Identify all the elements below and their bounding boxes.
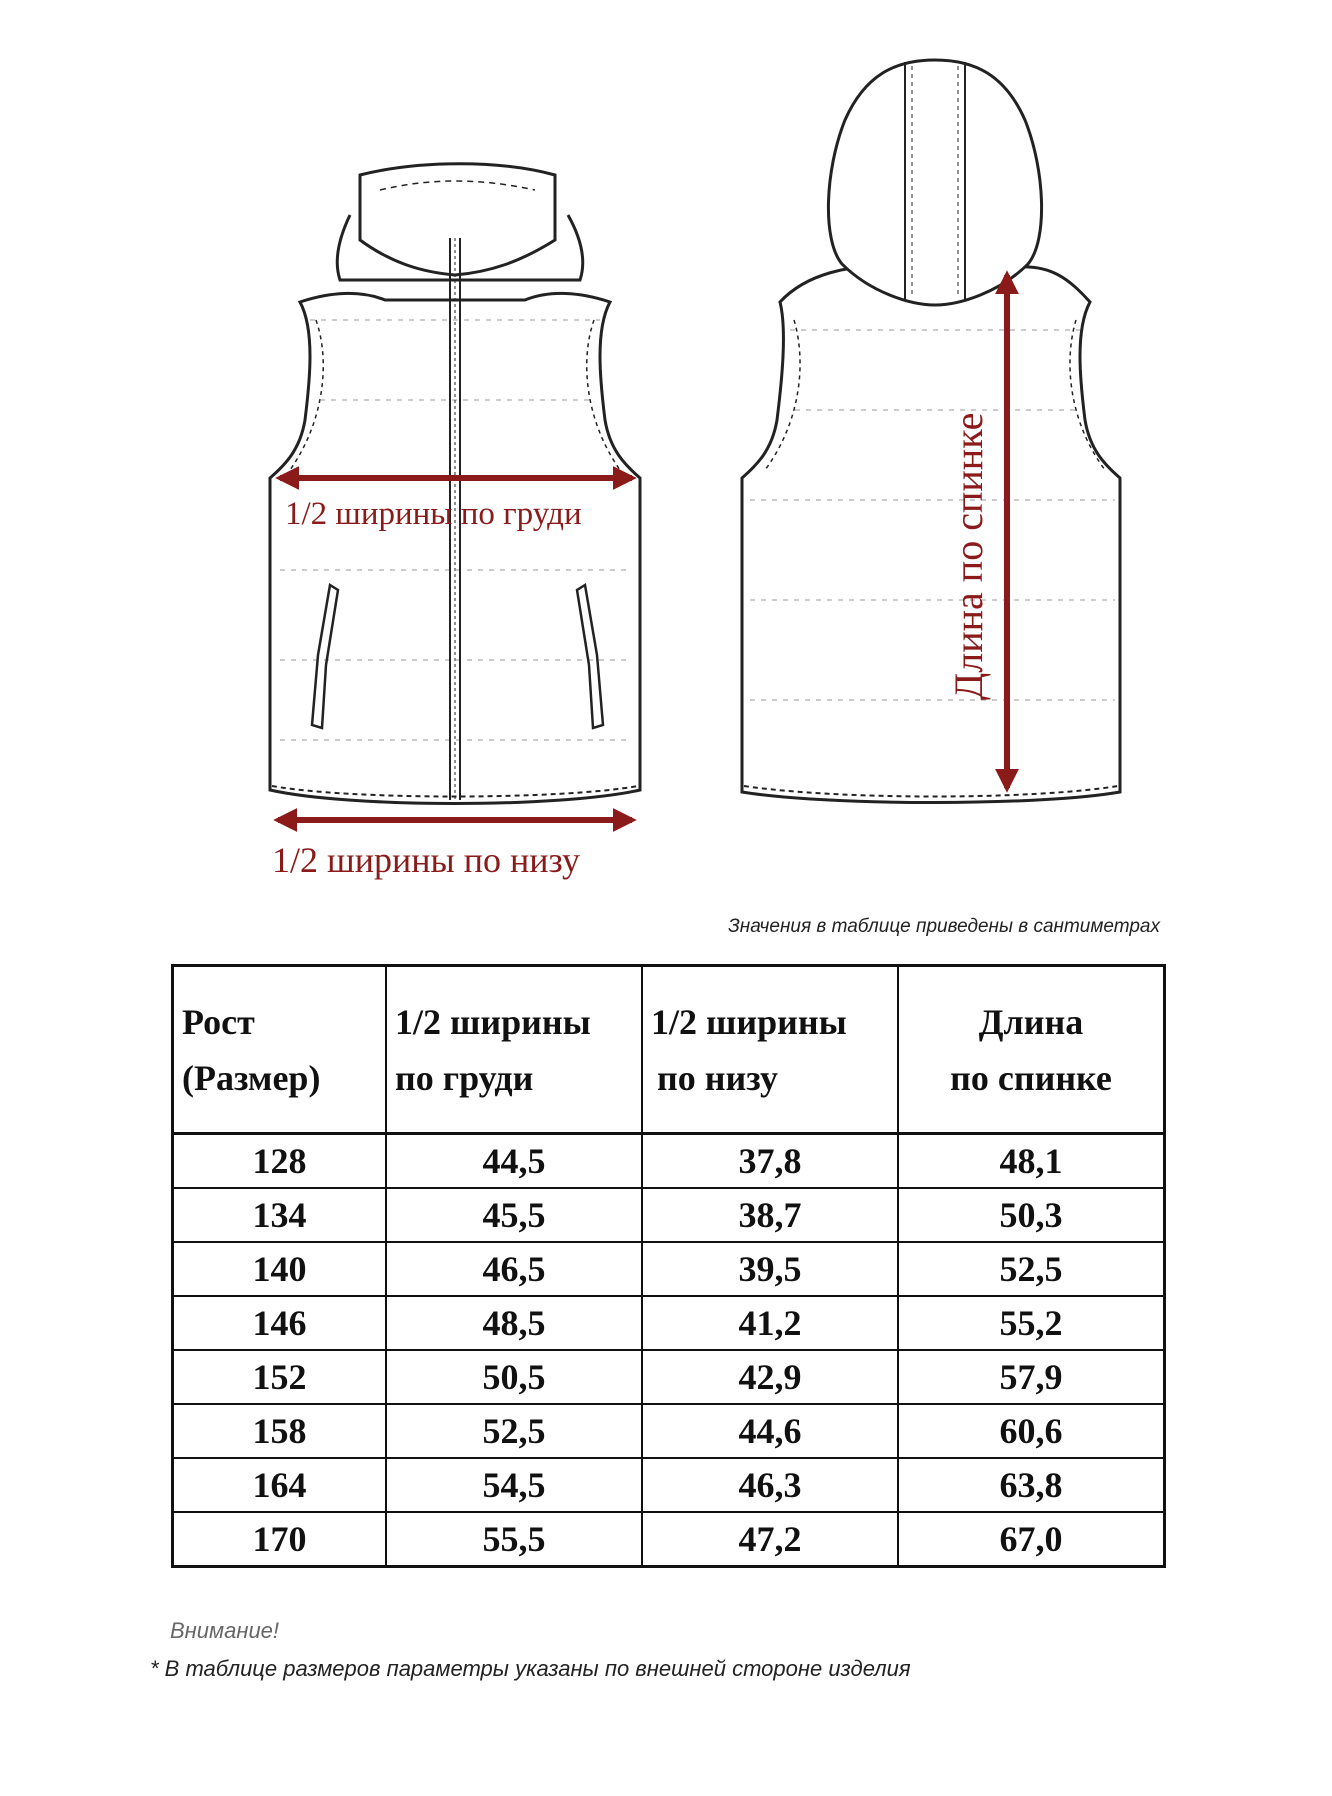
cell-chest: 44,5 — [386, 1134, 642, 1189]
table-row — [173, 1134, 1165, 1189]
cell-chest: 55,5 — [386, 1512, 642, 1567]
units-note: Значения в таблице приведены в сантиметрах — [728, 916, 1160, 937]
cell-size: 146 — [173, 1296, 387, 1350]
cell-bottom: 42,9 — [642, 1350, 898, 1404]
table-row — [173, 1512, 1165, 1567]
cell-chest: 50,5 — [386, 1350, 642, 1404]
cell-size: 158 — [173, 1404, 387, 1458]
cell-bottom: 46,3 — [642, 1458, 898, 1512]
cell-size: 164 — [173, 1458, 387, 1512]
cell-bottom: 39,5 — [642, 1242, 898, 1296]
cell-size: 170 — [173, 1512, 387, 1567]
cell-bottom: 37,8 — [642, 1134, 898, 1189]
cell-bottom: 44,6 — [642, 1404, 898, 1458]
chest-width-label: 1/2 ширины по груди — [285, 496, 582, 532]
cell-length: 67,0 — [898, 1512, 1165, 1567]
cell-chest: 46,5 — [386, 1242, 642, 1296]
warning-text: * В таблице размеров параметры указаны по внешней стороне изделия — [150, 1656, 911, 1681]
cell-length: 52,5 — [898, 1242, 1165, 1296]
table-row — [173, 1350, 1165, 1404]
cell-bottom: 47,2 — [642, 1512, 898, 1567]
cell-chest: 48,5 — [386, 1296, 642, 1350]
cell-size: 140 — [173, 1242, 387, 1296]
table-row — [173, 1242, 1165, 1296]
cell-length: 63,8 — [898, 1458, 1165, 1512]
back-length-label: Длина по спинке — [946, 412, 991, 700]
vest-back-illustration — [742, 60, 1120, 803]
cell-chest: 54,5 — [386, 1458, 642, 1512]
header-back-length: Длина по спинке — [898, 966, 1165, 1134]
header-chest-width: 1/2 ширины по груди — [386, 966, 642, 1134]
bottom-width-label: 1/2 ширины по низу — [272, 840, 580, 880]
cell-bottom: 41,2 — [642, 1296, 898, 1350]
cell-size: 152 — [173, 1350, 387, 1404]
table-row — [173, 1404, 1165, 1458]
cell-length: 55,2 — [898, 1296, 1165, 1350]
cell-length: 50,3 — [898, 1188, 1165, 1242]
cell-length: 57,9 — [898, 1350, 1165, 1404]
cell-chest: 45,5 — [386, 1188, 642, 1242]
cell-size: 128 — [173, 1134, 387, 1189]
warning-title: Внимание! — [170, 1618, 280, 1643]
table-row — [173, 1188, 1165, 1242]
cell-length: 48,1 — [898, 1134, 1165, 1189]
table-header-row — [173, 966, 1165, 1134]
cell-bottom: 38,7 — [642, 1188, 898, 1242]
header-height-size: Рост (Размер) — [173, 966, 387, 1134]
table-row — [173, 1458, 1165, 1512]
cell-size: 134 — [173, 1188, 387, 1242]
size-table — [171, 964, 1166, 1568]
header-bottom-width: 1/2 ширины по низу — [642, 966, 898, 1134]
table-row — [173, 1296, 1165, 1350]
cell-length: 60,6 — [898, 1404, 1165, 1458]
vest-front-illustration — [270, 164, 640, 804]
cell-chest: 52,5 — [386, 1404, 642, 1458]
